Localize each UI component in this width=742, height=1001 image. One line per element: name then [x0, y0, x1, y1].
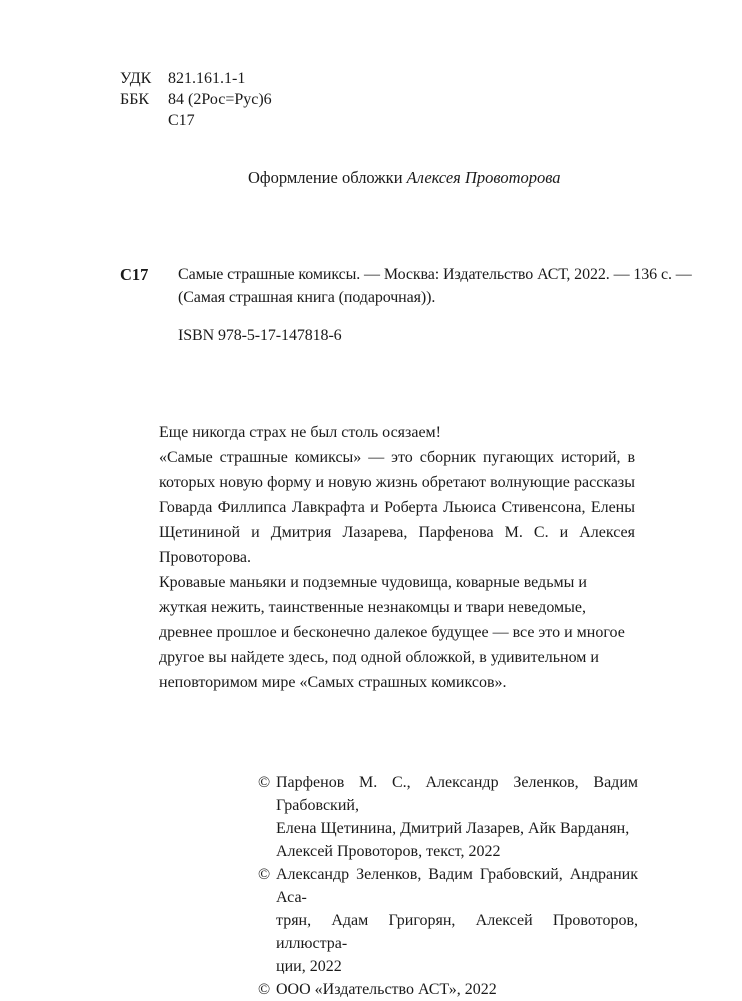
copyright-line: Алексей Провоторов, текст, 2022 — [276, 843, 501, 860]
copyright-block — [258, 771, 638, 1001]
annotation-paragraph-1: Еще никогда страх не был столь осязаем! — [159, 424, 442, 441]
annotation-paragraph-2: «Самые страшные комиксы» — это сборник пугающих историй, в которых новую форму и новую жизнь обретают волнующие рассказы Говарда Филлипса Лавкрафта и Роберта Льюиса Стивенсона, Елены Щетининой и Дмитрия Лазарева, Парфенова М. С. и Алексея Провоторова. — [159, 449, 635, 566]
annotation — [159, 420, 635, 695]
cover-credit-name: Алексея Провоторова — [406, 168, 561, 187]
copyright-item — [258, 771, 638, 863]
catalog-line-2: (Самая страшная книга (подарочная)). — [178, 289, 436, 306]
catalog-key: С17 — [120, 265, 149, 284]
author-mark: С17 — [168, 112, 195, 129]
copyright-item — [258, 863, 638, 978]
copyright-line: Александр Зеленков, Вадим Грабовский, Андраник Аса- — [276, 866, 638, 906]
isbn: ISBN 978-5-17-147818-6 — [178, 327, 342, 344]
copyright-line: ции, 2022 — [276, 958, 342, 975]
cover-credit-prefix: Оформление обложки — [248, 168, 407, 187]
copyright-item — [258, 978, 638, 1001]
catalog-line-1: Самые страшные комиксы. — Москва: Издательство АСТ, 2022. — 136 с. — — [178, 266, 692, 283]
copyright-icon: © — [258, 981, 271, 998]
bbk-value: 84 (2Рос=Рус)6 — [168, 91, 272, 108]
copyright-line: трян, Адам Григорян, Алексей Провоторов, иллюстра- — [276, 912, 638, 952]
annotation-paragraph-3: Кровавые маньяки и подземные чудовища, коварные ведьмы и жуткая нежить, таинственные незнакомцы и твари неведомые, древнее прошлое и бесконечно далекое будущее — все это и многое другое вы найдете здесь, под одной обложкой, в удивительном и неповторимом мире «Самых страшных комиксов». — [159, 574, 625, 691]
udk-label: УДК — [120, 70, 152, 87]
bbk-label: ББК — [120, 91, 150, 108]
copyright-icon: © — [258, 866, 271, 883]
copyright-line: Парфенов М. С., Александр Зеленков, Вадим Грабовский, — [276, 774, 638, 814]
udk-value: 821.161.1-1 — [168, 70, 246, 87]
copyright-line: ООО «Издательство АСТ», 2022 — [276, 981, 497, 998]
copyright-icon: © — [258, 774, 271, 791]
copyright-line: Елена Щетинина, Дмитрий Лазарев, Айк Варданян, — [276, 820, 630, 837]
cover-credit — [248, 168, 561, 188]
